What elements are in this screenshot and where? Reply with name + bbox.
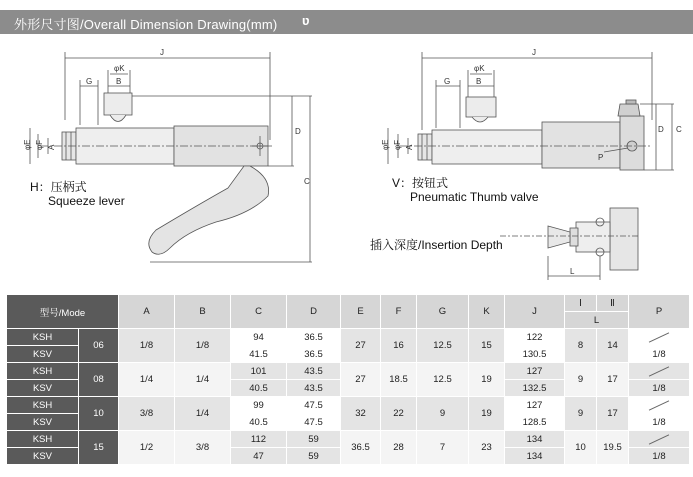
cell-d: 47.5 <box>287 414 341 431</box>
cell-c: 40.5 <box>231 380 287 397</box>
page-title: 外形尺寸图/Overall Dimension Drawing(mm) <box>14 17 278 32</box>
cell-d: 36.5 <box>287 329 341 346</box>
cell-p-slash <box>629 329 690 346</box>
dim-e-left: φE <box>23 139 32 150</box>
cell-l1: 10 <box>565 431 597 465</box>
cell-f: 16 <box>381 329 417 363</box>
cell-d: 59 <box>287 448 341 465</box>
dim-e-right: φE <box>381 139 390 150</box>
cell-c: 94 <box>231 329 287 346</box>
model-ksv: KSV <box>7 346 79 363</box>
cell-k: 15 <box>469 329 505 363</box>
cell-a: 1/2 <box>119 431 175 465</box>
header-g: G <box>417 295 469 329</box>
model-ksv: KSV <box>7 380 79 397</box>
cell-l2: 19.5 <box>597 431 629 465</box>
header-f: F <box>381 295 417 329</box>
header-l1: Ⅰ <box>565 295 597 312</box>
slash-icon <box>649 434 669 444</box>
header-b: B <box>175 295 231 329</box>
model-ksh: KSH <box>7 431 79 448</box>
table-row <box>7 397 690 414</box>
thumb-valve-code: V：按钮式 <box>392 176 449 190</box>
cell-b: 1/4 <box>175 397 231 431</box>
model-ksv: KSV <box>7 414 79 431</box>
cell-e: 32 <box>341 397 381 431</box>
cell-k: 23 <box>469 431 505 465</box>
cell-p: 1/8 <box>629 380 690 397</box>
cell-g: 12.5 <box>417 363 469 397</box>
dim-l-insert: L <box>570 267 575 276</box>
cell-k: 19 <box>469 397 505 431</box>
dim-b-right: B <box>476 77 482 86</box>
model-ksh: KSH <box>7 397 79 414</box>
dim-a-right: A <box>405 144 414 150</box>
header-d: D <box>287 295 341 329</box>
header-l2: Ⅱ <box>597 295 629 312</box>
cell-j: 134 <box>505 448 565 465</box>
cell-c: 112 <box>231 431 287 448</box>
cell-j: 127 <box>505 363 565 380</box>
dim-d-right: D <box>658 125 664 134</box>
cell-j: 122 <box>505 329 565 346</box>
header-a: A <box>119 295 175 329</box>
dim-f-left: φF <box>35 139 44 150</box>
cell-f: 28 <box>381 431 417 465</box>
cell-l1: 8 <box>565 329 597 363</box>
model-ksv: KSV <box>7 448 79 465</box>
size-cell: 08 <box>79 363 119 397</box>
squeeze-lever-caption <box>30 180 125 208</box>
cell-d: 47.5 <box>287 397 341 414</box>
cell-b: 3/8 <box>175 431 231 465</box>
title-bar <box>0 10 693 34</box>
cell-c: 47 <box>231 448 287 465</box>
header-j: J <box>505 295 565 329</box>
size-cell: 10 <box>79 397 119 431</box>
cell-f: 18.5 <box>381 363 417 397</box>
header-l: L <box>565 312 629 329</box>
cell-p-slash <box>629 397 690 414</box>
cell-e: 36.5 <box>341 431 381 465</box>
cell-l2: 14 <box>597 329 629 363</box>
slash-icon <box>649 400 669 410</box>
cell-a: 1/4 <box>119 363 175 397</box>
brand-mark-icon: ʋ <box>302 13 310 28</box>
thumb-valve-label: Pneumatic Thumb valve <box>410 190 539 204</box>
cell-l1: 9 <box>565 363 597 397</box>
cell-j: 127 <box>505 397 565 414</box>
dim-j-right: J <box>532 48 536 57</box>
cell-b: 1/8 <box>175 329 231 363</box>
cell-d: 59 <box>287 431 341 448</box>
slash-icon <box>649 366 669 376</box>
cell-k: 19 <box>469 363 505 397</box>
cell-g: 9 <box>417 397 469 431</box>
cell-p-slash <box>629 431 690 448</box>
dim-b-left: B <box>116 77 122 86</box>
cell-e: 27 <box>341 363 381 397</box>
dim-c-left: C <box>304 177 310 186</box>
cell-p: 1/8 <box>629 414 690 431</box>
table-header-row <box>7 295 690 312</box>
dimension-drawing <box>0 36 693 294</box>
cell-e: 27 <box>341 329 381 363</box>
dim-f-right: φF <box>393 139 402 150</box>
dim-a-left: A <box>47 144 56 150</box>
cell-c: 101 <box>231 363 287 380</box>
header-k: K <box>469 295 505 329</box>
cell-g: 7 <box>417 431 469 465</box>
dim-d-left: D <box>295 127 301 136</box>
dim-k-left: φK <box>114 64 125 73</box>
cell-a: 1/8 <box>119 329 175 363</box>
cell-a: 3/8 <box>119 397 175 431</box>
cell-l2: 17 <box>597 397 629 431</box>
dim-p-right: P <box>598 153 604 162</box>
dim-g-right: G <box>444 77 451 86</box>
header-p: P <box>629 295 690 329</box>
cell-j: 134 <box>505 431 565 448</box>
cell-j: 132.5 <box>505 380 565 397</box>
header-c: C <box>231 295 287 329</box>
dimension-table <box>6 294 690 465</box>
model-ksh: KSH <box>7 329 79 346</box>
cell-g: 12.5 <box>417 329 469 363</box>
cell-d: 43.5 <box>287 363 341 380</box>
cell-c: 41.5 <box>231 346 287 363</box>
cell-j: 128.5 <box>505 414 565 431</box>
header-e: E <box>341 295 381 329</box>
model-ksh: KSH <box>7 363 79 380</box>
cell-c: 40.5 <box>231 414 287 431</box>
cell-p: 1/8 <box>629 448 690 465</box>
slash-icon <box>649 332 669 342</box>
dim-j-left: J <box>160 48 164 57</box>
insertion-depth-label: 插入深度/Insertion Depth <box>370 238 503 252</box>
thumb-valve-caption <box>392 176 539 204</box>
cell-p: 1/8 <box>629 346 690 363</box>
size-cell: 15 <box>79 431 119 465</box>
cell-d: 36.5 <box>287 346 341 363</box>
header-model: 型号/Mode <box>7 295 119 329</box>
cell-l2: 17 <box>597 363 629 397</box>
cell-b: 1/4 <box>175 363 231 397</box>
squeeze-lever-drawing <box>30 52 312 262</box>
cell-l1: 9 <box>565 397 597 431</box>
cell-c: 99 <box>231 397 287 414</box>
cell-f: 22 <box>381 397 417 431</box>
squeeze-lever-code: H：压柄式 <box>30 180 87 194</box>
cell-p-slash <box>629 363 690 380</box>
squeeze-lever-label: Squeeze lever <box>48 194 125 208</box>
table-row <box>7 329 690 346</box>
size-cell: 06 <box>79 329 119 363</box>
cell-d: 43.5 <box>287 380 341 397</box>
table-row <box>7 363 690 380</box>
table-row <box>7 431 690 448</box>
cell-j: 130.5 <box>505 346 565 363</box>
dim-c-right: C <box>676 125 682 134</box>
dim-k-right: φK <box>474 64 485 73</box>
dim-g-left: G <box>86 77 93 86</box>
